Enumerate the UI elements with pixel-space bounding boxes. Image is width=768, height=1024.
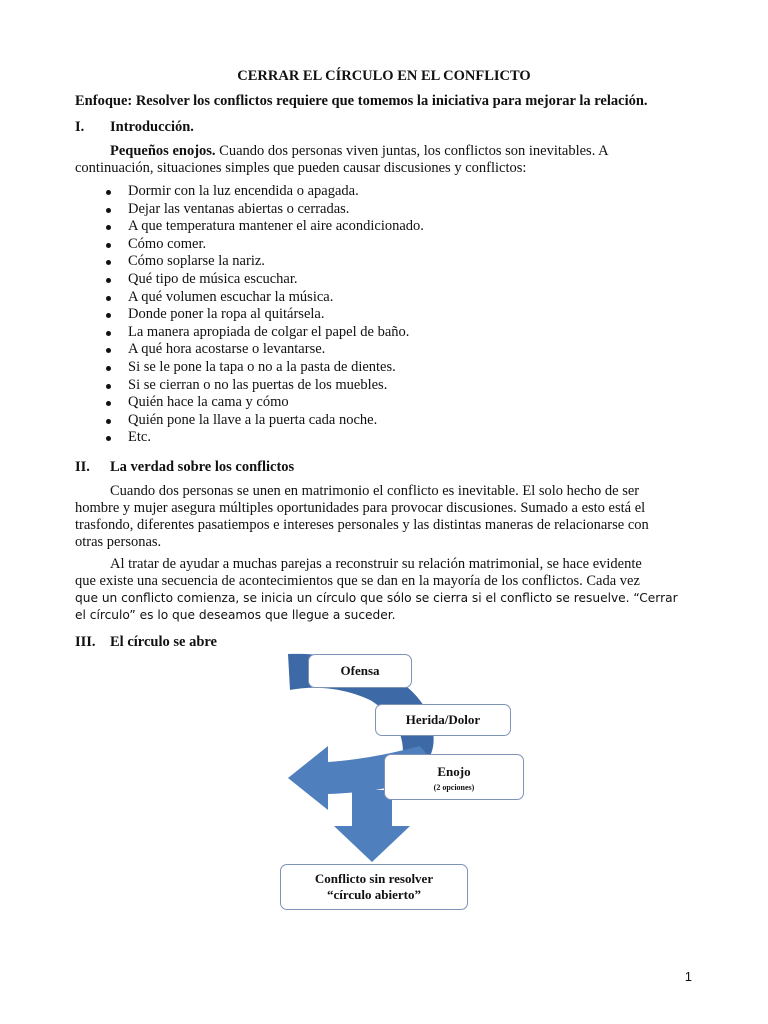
- truth-p2-line-3: que un conflicto comienza, se inicia un círculo que sólo se cierra si el conflicto se resuelve. “Cerrar: [75, 591, 678, 605]
- down-arrow: [334, 790, 410, 862]
- intro-line-1: [110, 143, 694, 160]
- intro-lead-text: Cuando dos personas viven juntas, los conflictos son inevitables. A: [215, 143, 609, 159]
- list-item: Dejar las ventanas abiertas o cerradas.: [100, 201, 424, 219]
- truth-p1-line-4: otras personas.: [75, 534, 162, 550]
- enojo-sublabel: (2 opciones): [433, 783, 475, 792]
- section-title: El círculo se abre: [110, 634, 217, 650]
- list-item: Si se le pone la tapa o no a la pasta de dientes.: [100, 359, 424, 377]
- herida-label: Herida/Dolor: [405, 712, 481, 727]
- list-item: Qué tipo de música escuchar.: [100, 271, 424, 289]
- list-item: Quién pone la llave a la puerta cada noche.: [100, 412, 424, 430]
- conflicto-label-1: Conflicto sin resolver: [314, 871, 434, 886]
- section-number: III.: [75, 634, 96, 650]
- list-item: Si se cierran o no las puertas de los muebles.: [100, 377, 424, 395]
- intro-line-2: continuación, situaciones simples que pueden causar discusiones y conflictos:: [75, 160, 527, 176]
- enojo-label: Enojo: [437, 764, 471, 779]
- list-item: A qué hora acostarse o levantarse.: [100, 341, 424, 359]
- list-item: A qué volumen escuchar la música.: [100, 289, 424, 307]
- list-item: Cómo soplarse la nariz.: [100, 253, 424, 271]
- section-title: Introducción.: [110, 119, 194, 135]
- intro-lead-bold: Pequeños enojos.: [110, 143, 216, 159]
- herida-box: [375, 704, 511, 736]
- truth-p1-line-1: Cuando dos personas se unen en matrimonio el conflicto es inevitable. El solo hecho de ser: [110, 483, 640, 499]
- ofensa-label: Ofensa: [340, 663, 380, 678]
- truth-p2-line-1: Al tratar de ayudar a muchas parejas a reconstruir su relación matrimonial, se hace evidente: [110, 556, 642, 572]
- truth-p1-line-3: trasfondo, diferentes pasatiempos e intereses personales y las distintas maneras de relacionarse con: [75, 517, 649, 533]
- list-item: A que temperatura mantener el aire acondicionado.: [100, 218, 424, 236]
- truth-p2-line-4: el círculo” es lo que deseamos que llegue a suceder.: [75, 608, 396, 622]
- ofensa-box: [308, 654, 412, 688]
- section-number: I.: [75, 119, 85, 135]
- section-number: II.: [75, 459, 90, 475]
- enojo-box: [384, 754, 524, 800]
- list-item: La manera apropiada de colgar el papel de baño.: [100, 324, 424, 342]
- focus-statement: Enfoque: Resolver los conflictos requiere que tomemos la iniciativa para mejorar la relación.: [75, 93, 648, 109]
- truth-p2-line-2: que existe una secuencia de acontecimientos que se dan en la mayoría de los conflictos. Cada vez: [75, 573, 640, 589]
- list-item: Donde poner la ropa al quitársela.: [100, 306, 424, 324]
- list-item: Quién hace la cama y cómo: [100, 394, 424, 412]
- list-item: Etc.: [100, 429, 424, 447]
- truth-p1-line-2: hombre y mujer asegura múltiples oportunidades para provocar discusiones. Sumado a esto está el: [75, 500, 646, 516]
- conflicto-box: [280, 864, 468, 910]
- list-item: Cómo comer.: [100, 236, 424, 254]
- page-number: 1: [684, 969, 692, 984]
- list-item: Dormir con la luz encendida o apagada.: [100, 183, 424, 201]
- conflicto-label-2: “círculo abierto”: [327, 887, 421, 902]
- situations-list: [100, 183, 424, 447]
- document-title: CERRAR EL CÍRCULO EN EL CONFLICTO: [237, 68, 531, 84]
- conflict-cycle-diagram: [280, 648, 530, 918]
- section-title: La verdad sobre los conflictos: [110, 459, 295, 475]
